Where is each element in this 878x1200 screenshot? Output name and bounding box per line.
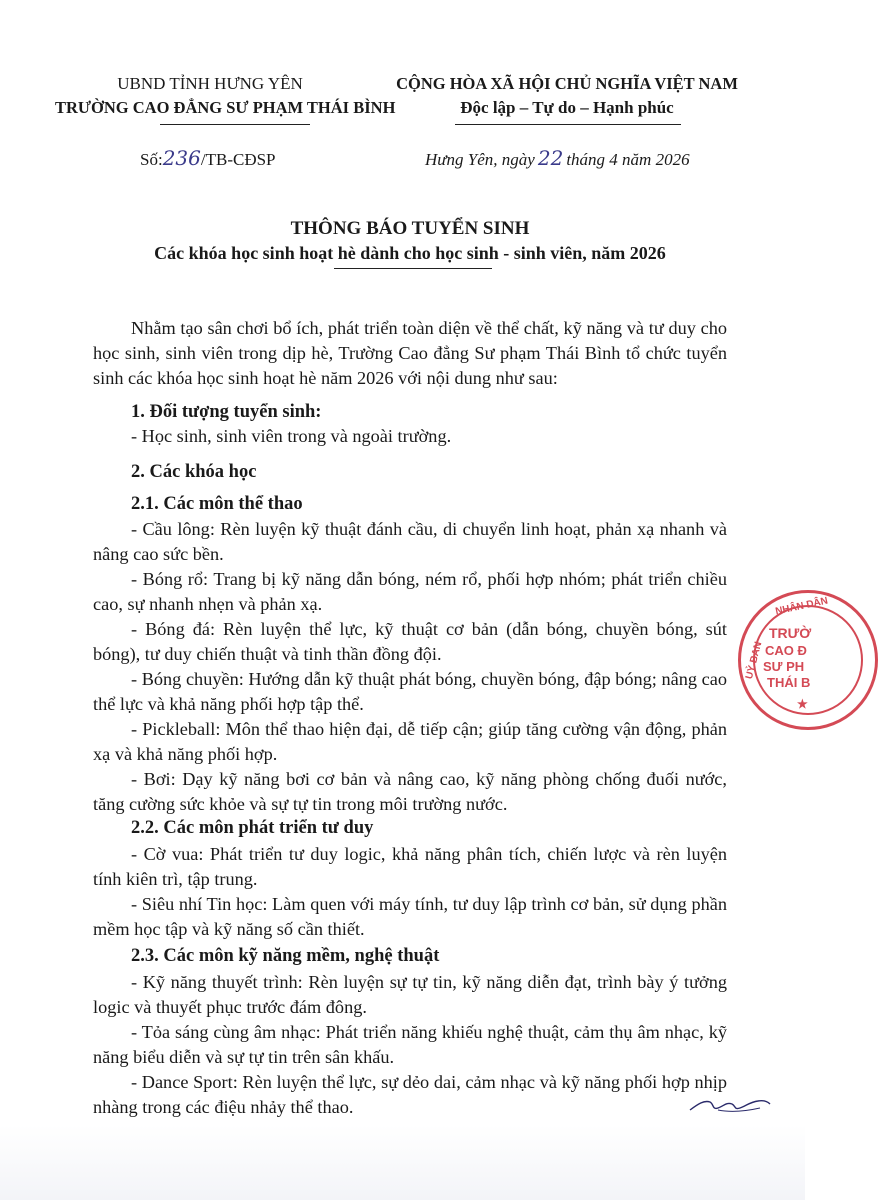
list-item: - Bóng đá: Rèn luyện thể lực, kỹ thuật cơ bản (dẫn bóng, chuyền bóng, sút bóng), tư duy chiến thuật và tinh thần đồng đội. <box>93 619 727 664</box>
official-stamp <box>738 590 878 730</box>
number-prefix: Số: <box>140 150 163 169</box>
title-underline <box>334 268 492 269</box>
list-item: - Cờ vua: Phát triển tư duy logic, khả năng phân tích, chiến lược và rèn luyện tính kiên trì, tập trung. <box>93 844 727 889</box>
stamp-line2: CAO Đ <box>765 643 807 658</box>
stamp-arc-text: NHÂN DÂN <box>774 595 829 618</box>
header-authority: UBND TỈNH HƯNG YÊN <box>117 74 303 93</box>
section1-heading: 1. Đối tượng tuyển sinh: <box>131 402 322 422</box>
list-item: - Kỹ năng thuyết trình: Rèn luyện sự tự tin, kỹ năng diễn đạt, trình bày ý tưởng logic và thuyết phục trước đám đông. <box>93 972 727 1017</box>
list-item: - Siêu nhí Tin học: Làm quen với máy tính, tư duy lập trình cơ bản, sử dụng phần mềm học tập và kỹ năng số cần thiết. <box>93 894 727 939</box>
document-number <box>140 146 276 170</box>
section1-text: - Học sinh, sinh viên trong và ngoài trường. <box>131 426 452 446</box>
stamp-line1: TRƯỜ <box>769 625 812 641</box>
date-prefix: Hưng Yên, ngày <box>425 150 535 169</box>
list-item: - Cầu lông: Rèn luyện kỹ thuật đánh cầu, di chuyển linh hoạt, phản xạ nhanh và nâng cao sức bền. <box>93 519 727 564</box>
date-day-handwritten: 22 <box>537 146 564 170</box>
stamp-line4: THÁI B <box>767 675 811 690</box>
number-handwritten: 236 <box>162 146 201 170</box>
section2-1-heading: 2.1. Các môn thể thao <box>131 494 303 514</box>
stamp-star-icon: ★ <box>797 697 808 711</box>
number-suffix: /TB-CĐSP <box>200 150 276 169</box>
section2-heading: 2. Các khóa học <box>131 462 257 482</box>
section2-2-list <box>93 842 727 942</box>
header-republic: CỘNG HÒA XÃ HỘI CHỦ NGHĨA VIỆT NAM <box>396 74 738 93</box>
list-item: - Dance Sport: Rèn luyện thể lực, sự dẻo dai, cảm nhạc và kỹ năng phối hợp nhịp nhàng trong các điệu nhảy thể thao. <box>93 1072 727 1117</box>
list-item: - Bơi: Dạy kỹ năng bơi cơ bản và nâng cao, kỹ năng phòng chống đuối nước, tăng cường sức khỏe và sự tự tin trong môi trường nước. <box>93 769 727 814</box>
scan-bottom-shading <box>0 1125 805 1200</box>
section2-3-heading: 2.3. Các môn kỹ năng mềm, nghệ thuật <box>131 946 440 966</box>
section2-3-list <box>93 970 727 1120</box>
document-date <box>425 146 690 170</box>
stamp-side-text: UỶ BAN <box>743 640 765 681</box>
list-item: - Bóng rổ: Trang bị kỹ năng dẫn bóng, ném rổ, phối hợp nhóm; phát triển chiều cao, sự nhanh nhẹn và phản xạ. <box>93 569 727 614</box>
page-title: THÔNG BÁO TUYỂN SINH <box>290 218 530 239</box>
section2-2-heading: 2.2. Các môn phát triển tư duy <box>131 818 374 838</box>
header-right-underline <box>455 124 681 125</box>
stamp-line3: SƯ PH <box>763 659 805 674</box>
list-item: - Bóng chuyền: Hướng dẫn kỹ thuật phát bóng, chuyền bóng, đập bóng; nâng cao thể lực và khả năng phối hợp tập thể. <box>93 669 727 714</box>
header-motto: Độc lập – Tự do – Hạnh phúc <box>460 98 674 117</box>
list-item: - Pickleball: Môn thể thao hiện đại, dễ tiếp cận; giúp tăng cường vận động, phản xạ và khả năng phối hợp. <box>93 719 727 764</box>
signature-scribble <box>688 1086 772 1120</box>
page-subtitle: Các khóa học sinh hoạt hè dành cho học sinh - sinh viên, năm 2026 <box>154 243 666 263</box>
intro-paragraph: Nhằm tạo sân chơi bổ ích, phát triển toàn diện về thể chất, kỹ năng và tư duy cho học sinh, sinh viên trong dịp hè, Trường Cao đẳng Sư phạm Thái Bình tổ chức tuyển sinh các khóa học sinh hoạt hè năm 2026 với nội dung như sau: <box>93 318 727 388</box>
list-item: - Tỏa sáng cùng âm nhạc: Phát triển năng khiếu nghệ thuật, cảm thụ âm nhạc, kỹ năng biểu diễn và sự tự tin trên sân khấu. <box>93 1022 727 1067</box>
section2-1-list <box>93 517 727 817</box>
header-school: TRƯỜNG CAO ĐẲNG SƯ PHẠM THÁI BÌNH <box>55 98 396 117</box>
header-left-underline <box>160 124 310 125</box>
date-suffix: tháng 4 năm 2026 <box>566 150 690 169</box>
